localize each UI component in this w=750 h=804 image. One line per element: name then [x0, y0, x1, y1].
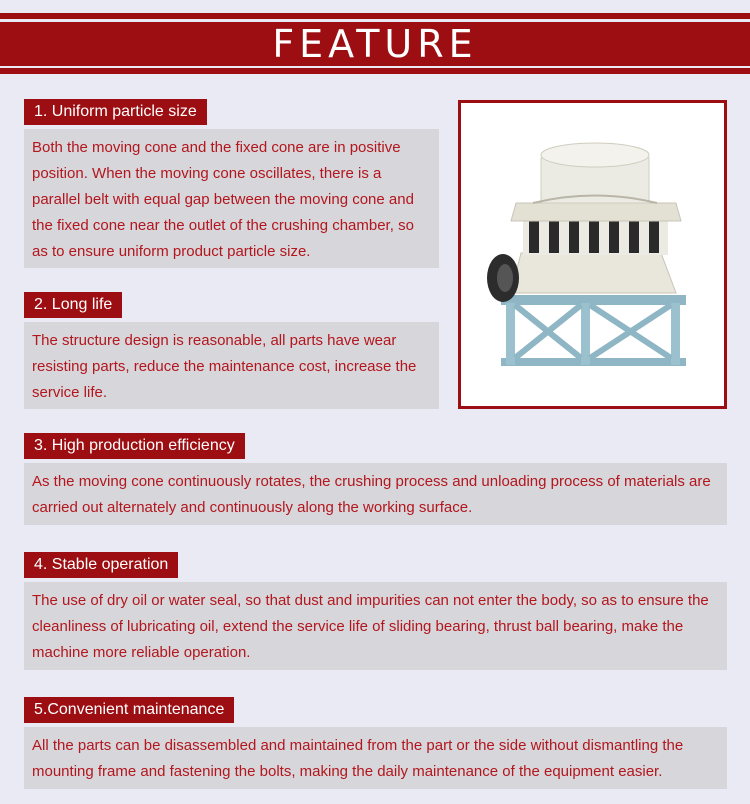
section-3-title: 3. High production efficiency: [24, 433, 245, 459]
section-4-body: The use of dry oil or water seal, so that dust and impurities can not enter the body, so as to ensure the cleanliness of lubricating oil, extend the service life of sliding bearing, thrust ball bearing, make the machine more reliable operation.: [24, 582, 727, 670]
section-3-body: As the moving cone continuously rotates, the crushing process and unloading process of materials are carried out alternately and continuously along the working surface.: [24, 463, 727, 525]
section-2-body: The structure design is reasonable, all parts have wear resisting parts, reduce the maintenance cost, increase the service life.: [24, 322, 439, 409]
section-4-title: 4. Stable operation: [24, 552, 178, 578]
header-banner: [0, 22, 750, 66]
page-title: FEATURE: [272, 22, 478, 66]
section-5-title: 5.Convenient maintenance: [24, 697, 234, 723]
cone-crusher-image: [461, 103, 724, 406]
section-1-body: Both the moving cone and the fixed cone are in positive position. When the moving cone oscillates, there is a parallel belt with equal gap between the moving cone and the fixed cone near the outlet of the crushing chamber, so as to ensure uniform product particle size.: [24, 129, 439, 268]
section-2-title: 2. Long life: [24, 292, 122, 318]
banner-bottom-rule: [0, 68, 750, 74]
section-5-body: All the parts can be disassembled and maintained from the part or the side without dismantling the mounting frame and fastening the bolts, making the daily maintenance of the equipment easier.: [24, 727, 727, 789]
product-photo: [458, 100, 727, 409]
section-1-title: 1. Uniform particle size: [24, 99, 207, 125]
banner-top-rule: [0, 13, 750, 19]
